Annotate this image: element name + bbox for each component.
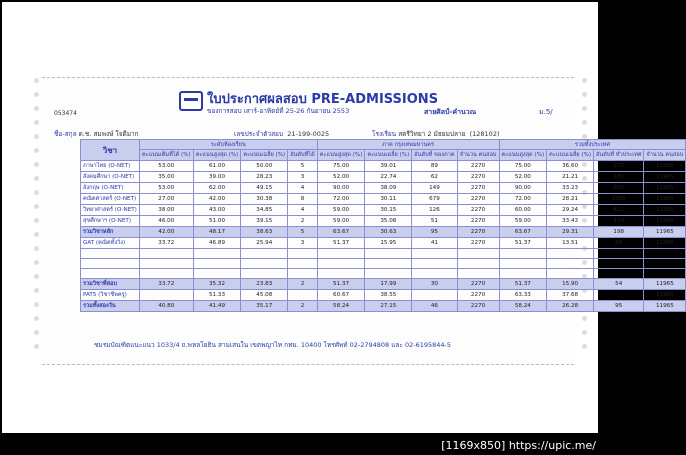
image-watermark: [1169x850] https://upic.me/ bbox=[441, 439, 596, 452]
score-cell: 2270 bbox=[457, 301, 499, 312]
score-cell: 11965 bbox=[644, 183, 686, 194]
table-row bbox=[81, 205, 686, 216]
score-cell: 30.15 bbox=[365, 205, 412, 216]
image-frame bbox=[2, 2, 684, 433]
score-cell: 62 bbox=[412, 172, 457, 183]
score-table bbox=[80, 139, 686, 312]
column-header: คะแนนเต็มที่ได้ (%) bbox=[139, 150, 193, 161]
subject-name: รวมทั้งสองวัน bbox=[81, 301, 140, 312]
score-cell: 412 bbox=[594, 205, 644, 216]
subject-name: ภาษาไทย (O-NET) bbox=[81, 161, 140, 172]
score-cell: 22.74 bbox=[365, 172, 412, 183]
score-cell: 15.90 bbox=[547, 279, 594, 290]
score-cell: 5 bbox=[288, 161, 318, 172]
student-id bbox=[234, 129, 329, 139]
score-cell: 38.00 bbox=[139, 205, 193, 216]
score-cell: 33.43 bbox=[547, 216, 594, 227]
empty-row bbox=[81, 269, 686, 279]
group-region: ภาค กรุงเทพมหานคร bbox=[317, 140, 499, 150]
table-row bbox=[81, 161, 686, 172]
score-cell: 35.08 bbox=[365, 216, 412, 227]
score-cell: 61.00 bbox=[193, 161, 241, 172]
score-cell: 54 bbox=[594, 279, 644, 290]
score-cell: 46 bbox=[412, 301, 457, 312]
score-cell: 30 bbox=[412, 279, 457, 290]
table-row bbox=[81, 238, 686, 249]
class-label: ม.5/ bbox=[539, 108, 553, 116]
table-row bbox=[81, 227, 686, 238]
score-cell: 51.37 bbox=[317, 238, 365, 249]
score-cell: 60.67 bbox=[317, 290, 365, 301]
score-cell bbox=[139, 290, 193, 301]
score-cell: 59.00 bbox=[317, 216, 365, 227]
table-row bbox=[81, 194, 686, 205]
column-header: คะแนนเฉลี่ย (%) bbox=[547, 150, 594, 161]
score-cell: 679 bbox=[412, 194, 457, 205]
score-cell: 126 bbox=[412, 205, 457, 216]
score-cell: 36.60 bbox=[547, 161, 594, 172]
column-header: คะแนนเฉลี่ย (%) bbox=[241, 150, 288, 161]
score-cell: 2270 bbox=[457, 194, 499, 205]
score-cell: 26.28 bbox=[547, 301, 594, 312]
score-cell: 11965 bbox=[644, 194, 686, 205]
subject-name: PAT5 (วิชาชีพครู) bbox=[81, 290, 140, 301]
score-cell: 37.68 bbox=[547, 290, 594, 301]
score-cell: 72.00 bbox=[499, 194, 547, 205]
score-cell: 35.00 bbox=[139, 172, 193, 183]
score-cell: 50.00 bbox=[241, 161, 288, 172]
name-value: ด.ช. สมพงษ์ ใจดีมาก bbox=[78, 130, 139, 138]
subject-name: อังกฤษ (O-NET) bbox=[81, 183, 140, 194]
score-cell: 41.49 bbox=[193, 301, 241, 312]
column-header: คะแนนสูงสุด (%) bbox=[499, 150, 547, 161]
score-cell: 11965 bbox=[644, 216, 686, 227]
score-cell: 90.00 bbox=[317, 183, 365, 194]
column-header: คะแนนสูงสุด (%) bbox=[317, 150, 365, 161]
score-cell: 51.37 bbox=[499, 279, 547, 290]
table-row bbox=[81, 183, 686, 194]
score-cell: 198 bbox=[594, 227, 644, 238]
score-cell: 11965 bbox=[644, 301, 686, 312]
table-row bbox=[81, 172, 686, 183]
column-header: อันดับที่ ทั่วประเทศ bbox=[594, 150, 644, 161]
score-cell: 2 bbox=[288, 301, 318, 312]
school bbox=[372, 129, 500, 139]
score-cell: 95 bbox=[594, 301, 644, 312]
score-cell: 33.23 bbox=[547, 183, 594, 194]
score-cell: 3585 bbox=[594, 194, 644, 205]
column-header: จำนวน คนสอบ bbox=[644, 150, 686, 161]
score-cell: 27.00 bbox=[139, 194, 193, 205]
score-cell: 51.37 bbox=[499, 238, 547, 249]
score-cell: 13.51 bbox=[547, 238, 594, 249]
column-header: คะแนนสูงสุด (%) bbox=[193, 150, 241, 161]
score-cell: 38.63 bbox=[241, 227, 288, 238]
score-cell: 21.21 bbox=[547, 172, 594, 183]
score-cell: 2270 bbox=[457, 227, 499, 238]
score-cell: 43.00 bbox=[193, 205, 241, 216]
score-cell: 23.83 bbox=[241, 279, 288, 290]
table-row bbox=[81, 290, 686, 301]
score-cell bbox=[594, 290, 644, 301]
score-cell: 15.95 bbox=[365, 238, 412, 249]
score-cell: 45.08 bbox=[241, 290, 288, 301]
score-cell: 38.09 bbox=[365, 183, 412, 194]
score-cell: 25.94 bbox=[241, 238, 288, 249]
score-cell: 17.99 bbox=[365, 279, 412, 290]
score-cell: 39.01 bbox=[365, 161, 412, 172]
score-cell: 63.67 bbox=[499, 227, 547, 238]
score-cell: 2270 bbox=[457, 290, 499, 301]
score-cell: 2270 bbox=[457, 216, 499, 227]
school-value: สตรีวิทยา 2 มัธยมปลาย bbox=[398, 130, 466, 138]
score-cell: 30.63 bbox=[365, 227, 412, 238]
score-cell: 89 bbox=[412, 161, 457, 172]
column-header: อันดับที่ ของภาค bbox=[412, 150, 457, 161]
score-cell: 181 bbox=[594, 172, 644, 183]
score-cell bbox=[412, 290, 457, 301]
logo-icon bbox=[179, 91, 203, 111]
footer-address: ชมรมบัณฑิตแนะแนว 1033/4 ถ.พหลโยธิน สามเสนใน เขตพญาไท กทม. 10400 โทรศัพท์ 02-2794808 และ 02-6195844-5 bbox=[94, 341, 451, 349]
score-cell: 2270 bbox=[457, 183, 499, 194]
score-cell: 62.00 bbox=[193, 183, 241, 194]
id-value: 21-199-0025 bbox=[287, 130, 330, 138]
score-cell: 27.15 bbox=[365, 301, 412, 312]
score-cell: 63.33 bbox=[499, 290, 547, 301]
subject-header: วิชา bbox=[81, 140, 140, 161]
score-cell: 51 bbox=[412, 216, 457, 227]
score-cell: 3 bbox=[288, 238, 318, 249]
score-cell: 46.89 bbox=[193, 238, 241, 249]
empty-row bbox=[81, 259, 686, 269]
exam-date: ของการสอบ เสาร์-อาทิตย์ที่ 25-26 กันยายน 2553 bbox=[207, 107, 350, 115]
subject-name: รวมวิชาหลัก bbox=[81, 227, 140, 238]
score-cell: 2270 bbox=[457, 279, 499, 290]
score-cell: 11965 bbox=[644, 172, 686, 183]
result-slip bbox=[42, 77, 684, 365]
page-title: ใบประกาศผลสอบ PRE-ADMISSIONS bbox=[207, 92, 439, 107]
score-cell: 11965 bbox=[644, 279, 686, 290]
score-cell: 33.72 bbox=[139, 238, 193, 249]
score-cell: 41 bbox=[412, 238, 457, 249]
score-cell: 49.15 bbox=[241, 183, 288, 194]
score-cell: 330 bbox=[594, 183, 644, 194]
score-cell: 35.17 bbox=[241, 301, 288, 312]
score-cell: 11965 bbox=[644, 161, 686, 172]
score-cell: 4 bbox=[288, 183, 318, 194]
score-cell: 4 bbox=[288, 205, 318, 216]
score-cell: 46.00 bbox=[139, 216, 193, 227]
score-cell: 129 bbox=[594, 216, 644, 227]
score-cell: 2270 bbox=[457, 238, 499, 249]
score-cell: 149 bbox=[412, 183, 457, 194]
score-cell bbox=[288, 290, 318, 301]
score-cell: 272 bbox=[594, 161, 644, 172]
column-header: อันดับที่ได้ bbox=[288, 150, 318, 161]
column-header: คะแนนเฉลี่ย (%) bbox=[365, 150, 412, 161]
score-cell: 53.00 bbox=[139, 183, 193, 194]
subject-name: GAT (คณิตทั้งวิ่ง) bbox=[81, 238, 140, 249]
score-cell: 34.85 bbox=[241, 205, 288, 216]
score-cell: 11965 bbox=[644, 227, 686, 238]
score-cell: 48.17 bbox=[193, 227, 241, 238]
school-label: โรงเรียน bbox=[372, 130, 397, 138]
score-cell: 3 bbox=[288, 172, 318, 183]
score-cell: 11965 bbox=[644, 238, 686, 249]
score-cell: 95 bbox=[412, 227, 457, 238]
score-cell: 60.00 bbox=[499, 205, 547, 216]
score-cell: 90.00 bbox=[499, 183, 547, 194]
column-header: จำนวน คนสอบ bbox=[457, 150, 499, 161]
score-cell: 58.24 bbox=[317, 301, 365, 312]
subject-name: สังคมศึกษา (O-NET) bbox=[81, 172, 140, 183]
column-headers bbox=[81, 150, 686, 161]
group-national: รวมทั้งประเทศ bbox=[499, 140, 686, 150]
empty-row bbox=[81, 249, 686, 259]
table-row bbox=[81, 279, 686, 290]
score-cell: 28.21 bbox=[547, 194, 594, 205]
group-class: ระดับห้องเรียน bbox=[139, 140, 317, 150]
score-cell: 72.00 bbox=[317, 194, 365, 205]
table-row bbox=[81, 301, 686, 312]
score-cell: 38.55 bbox=[365, 290, 412, 301]
score-cell: 58.24 bbox=[499, 301, 547, 312]
score-cell: 35.32 bbox=[193, 279, 241, 290]
document-number: 053474 bbox=[54, 110, 77, 117]
perforation-left bbox=[34, 78, 40, 364]
score-cell: 11965 bbox=[644, 290, 686, 301]
score-cell: 2 bbox=[288, 279, 318, 290]
score-cell: 29.31 bbox=[547, 227, 594, 238]
score-cell: 2270 bbox=[457, 172, 499, 183]
score-cell: 51.37 bbox=[317, 279, 365, 290]
score-cell: 53.00 bbox=[139, 161, 193, 172]
score-cell: 51.00 bbox=[193, 216, 241, 227]
score-cell: 88 bbox=[594, 238, 644, 249]
score-cell: 52.00 bbox=[317, 172, 365, 183]
score-cell: 42.00 bbox=[193, 194, 241, 205]
score-cell: 75.00 bbox=[499, 161, 547, 172]
score-rows bbox=[81, 161, 686, 312]
score-cell: 29.24 bbox=[547, 205, 594, 216]
score-cell: 75.00 bbox=[317, 161, 365, 172]
score-cell: 30.11 bbox=[365, 194, 412, 205]
name-label: ชื่อ-สกุล bbox=[54, 130, 77, 138]
score-cell: 39.15 bbox=[241, 216, 288, 227]
id-label: เลขประจำตัวสอบ bbox=[234, 130, 284, 138]
subject-name: คณิตศาสตร์ (O-NET) bbox=[81, 194, 140, 205]
subject-name: รวมวิชาที่สอบ bbox=[81, 279, 140, 290]
school-code: (128102) bbox=[469, 130, 500, 138]
subject-name: สุขศึกษาฯ (O-NET) bbox=[81, 216, 140, 227]
score-cell: 59.00 bbox=[499, 216, 547, 227]
table-row bbox=[81, 216, 686, 227]
score-cell: 42.00 bbox=[139, 227, 193, 238]
score-cell: 59.00 bbox=[317, 205, 365, 216]
score-cell: 33.72 bbox=[139, 279, 193, 290]
score-cell: 2270 bbox=[457, 205, 499, 216]
score-cell: 51.33 bbox=[193, 290, 241, 301]
score-cell: 63.67 bbox=[317, 227, 365, 238]
score-cell: 52.00 bbox=[499, 172, 547, 183]
score-cell: 40.80 bbox=[139, 301, 193, 312]
score-cell: 30.38 bbox=[241, 194, 288, 205]
score-cell: 2 bbox=[288, 216, 318, 227]
student-name bbox=[54, 129, 139, 139]
score-cell: 39.00 bbox=[193, 172, 241, 183]
stream-label: สายศิลป์-คำนวณ bbox=[424, 108, 477, 116]
score-cell: 8 bbox=[288, 194, 318, 205]
score-cell: 11965 bbox=[644, 205, 686, 216]
score-cell: 28.23 bbox=[241, 172, 288, 183]
subject-name: วิทยาศาสตร์ (O-NET) bbox=[81, 205, 140, 216]
score-cell: 2270 bbox=[457, 161, 499, 172]
score-cell: 5 bbox=[288, 227, 318, 238]
